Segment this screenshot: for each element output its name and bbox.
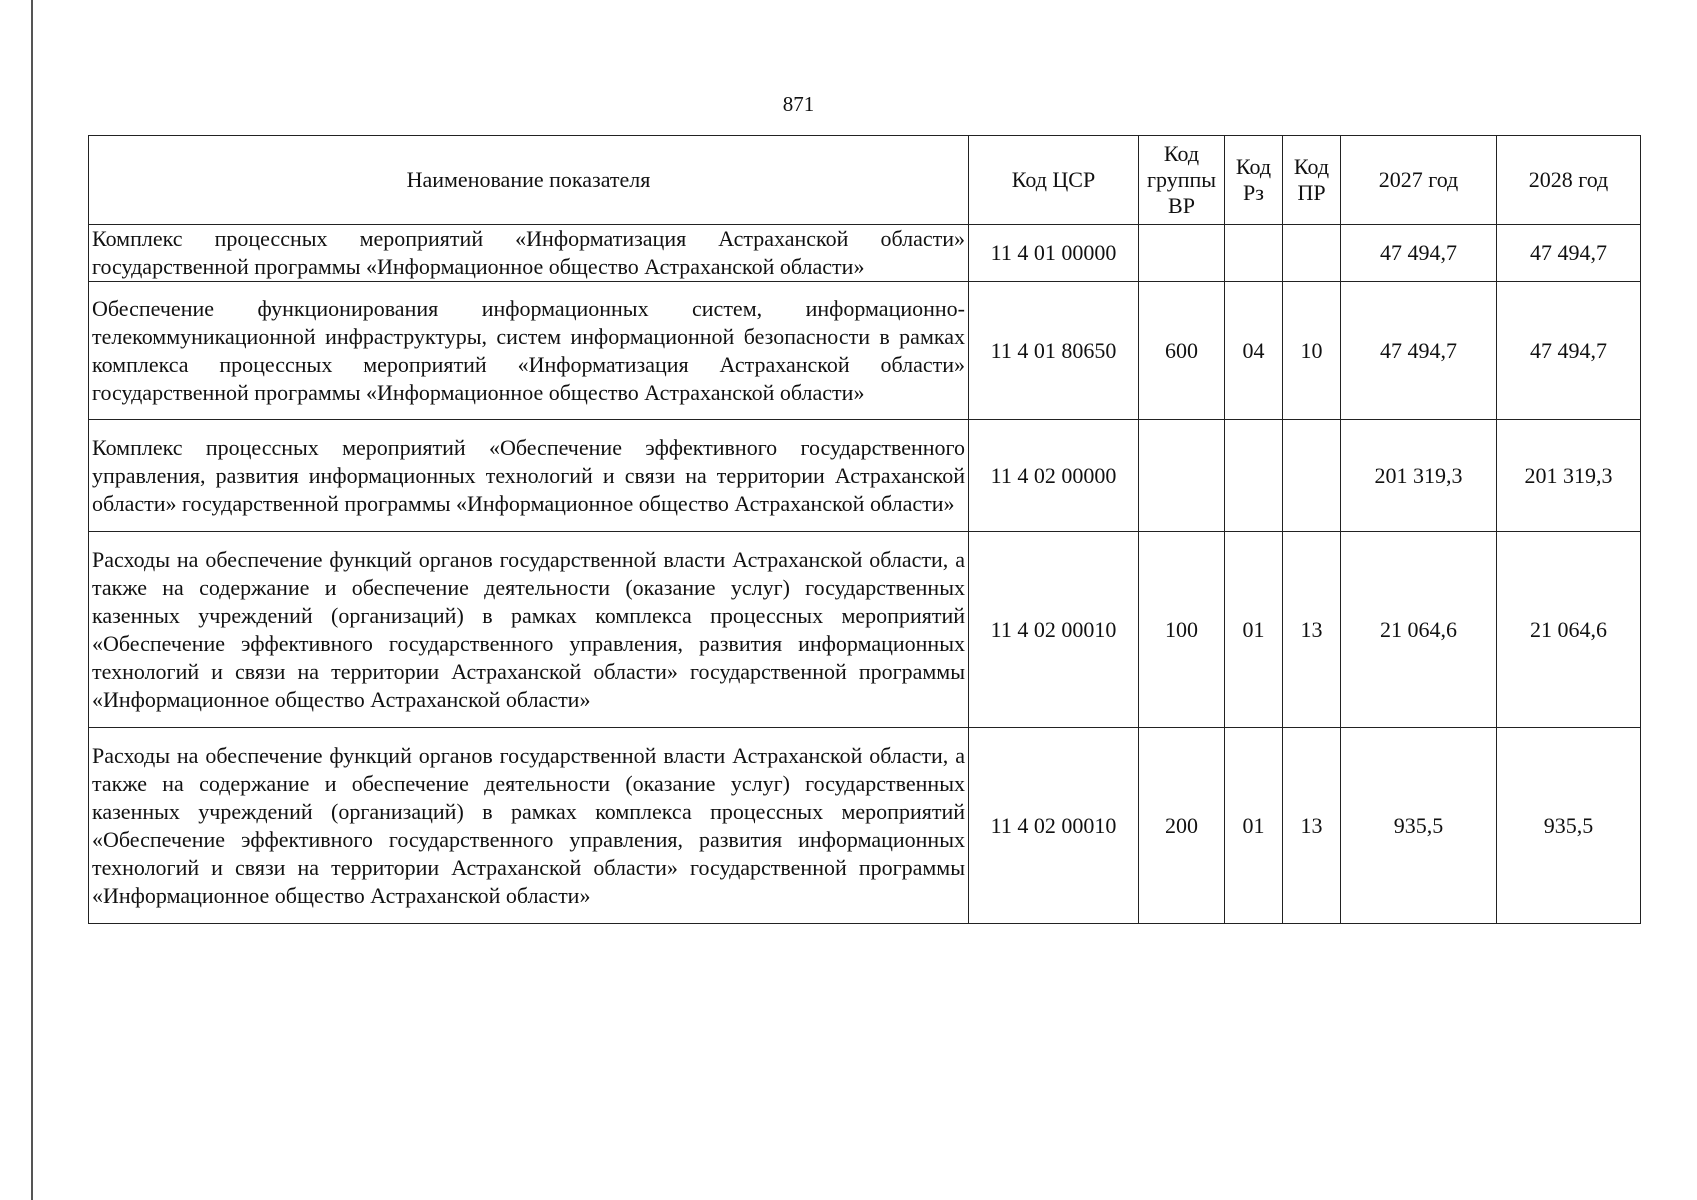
row-vr: 100 (1139, 532, 1225, 728)
row-rz: 01 (1225, 532, 1283, 728)
row-vr (1139, 225, 1225, 282)
row-rz: 01 (1225, 728, 1283, 924)
header-vr: Код группы ВР (1139, 136, 1225, 225)
table-row (89, 225, 1641, 282)
row-2028: 21 064,6 (1497, 532, 1641, 728)
row-pr (1283, 420, 1341, 532)
header-pr: Код ПР (1283, 136, 1341, 225)
row-2028: 935,5 (1497, 728, 1641, 924)
table-row (89, 420, 1641, 532)
row-csr: 11 4 02 00000 (969, 420, 1139, 532)
row-name: Расходы на обеспечение функций органов государственной власти Астраханской области, а также на содержание и обеспечение деятельности (оказание услуг) государственных казенных учреждений (организаций) в рамках комплекса процессных мероприятий «Обеспечение эффективного государственного управления, развития информационных технологий и связи на территории Астраханской области» государственной программы «Информационное общество Астраханской области» (89, 728, 969, 924)
row-name: Обеспечение функционирования информационных систем, информационно-телекоммуникационной инфраструктуры, систем информационной безопасности в рамках комплекса процессных мероприятий «Информатизация Астраханской области» государственной программы «Информационное общество Астраханской области» (89, 282, 969, 420)
header-rz: Код Рз (1225, 136, 1283, 225)
row-2027: 47 494,7 (1341, 225, 1497, 282)
row-2027: 21 064,6 (1341, 532, 1497, 728)
row-csr: 11 4 01 00000 (969, 225, 1139, 282)
budget-table (88, 135, 1641, 924)
row-pr: 13 (1283, 532, 1341, 728)
row-csr: 11 4 02 00010 (969, 728, 1139, 924)
table-row (89, 282, 1641, 420)
row-vr (1139, 420, 1225, 532)
row-vr: 600 (1139, 282, 1225, 420)
header-csr: Код ЦСР (969, 136, 1139, 225)
row-csr: 11 4 02 00010 (969, 532, 1139, 728)
row-2027: 201 319,3 (1341, 420, 1497, 532)
row-2027: 935,5 (1341, 728, 1497, 924)
row-name: Комплекс процессных мероприятий «Информатизация Астраханской области» государственной программы «Информационное общество Астраханской области» (89, 225, 969, 282)
row-rz (1225, 225, 1283, 282)
row-rz: 04 (1225, 282, 1283, 420)
row-pr: 10 (1283, 282, 1341, 420)
page-number: 871 (782, 92, 815, 116)
row-pr: 13 (1283, 728, 1341, 924)
row-name: Комплекс процессных мероприятий «Обеспечение эффективного государственного управления, развития информационных технологий и связи на территории Астраханской области» государственной программы «Информационное общество Астраханской области» (89, 420, 969, 532)
row-csr: 11 4 01 80650 (969, 282, 1139, 420)
row-vr: 200 (1139, 728, 1225, 924)
row-name: Расходы на обеспечение функций органов государственной власти Астраханской области, а также на содержание и обеспечение деятельности (оказание услуг) государственных казенных учреждений (организаций) в рамках комплекса процессных мероприятий «Обеспечение эффективного государственного управления, развития информационных технологий и связи на территории Астраханской области» государственной программы «Информационное общество Астраханской области» (89, 532, 969, 728)
table-row (89, 532, 1641, 728)
row-2027: 47 494,7 (1341, 282, 1497, 420)
row-2028: 47 494,7 (1497, 225, 1641, 282)
header-2028: 2028 год (1497, 136, 1641, 225)
row-rz (1225, 420, 1283, 532)
row-2028: 47 494,7 (1497, 282, 1641, 420)
header-2027: 2027 год (1341, 136, 1497, 225)
row-2028: 201 319,3 (1497, 420, 1641, 532)
row-pr (1283, 225, 1341, 282)
header-name: Наименование показателя (89, 136, 969, 225)
table-header-row (89, 136, 1641, 225)
table-row (89, 728, 1641, 924)
binding-edge-line (31, 0, 33, 1200)
